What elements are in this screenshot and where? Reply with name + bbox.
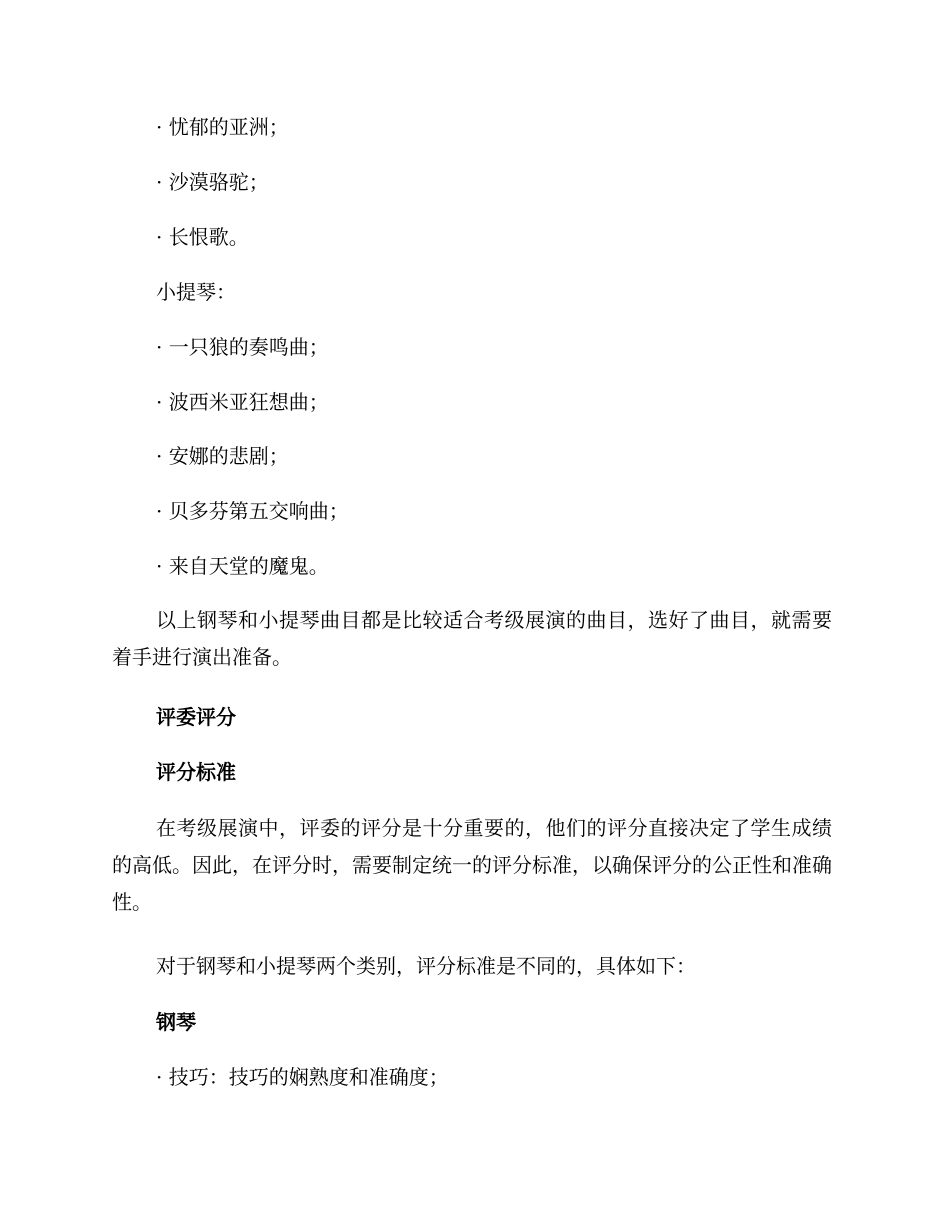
list-item: · 沙漠骆驼； [156,170,269,194]
importance-paragraph: 在考级展演中，评委的评分是十分重要的，他们的评分直接决定了学生成绩的高低。因此，在评分时，需要制定统一的评分标准，以确保评分的公正性和准确性。 [112,816,832,914]
list-item: · 波西米亚狂想曲； [156,390,329,414]
categories-paragraph: 对于钢琴和小提琴两个类别，评分标准是不同的，具体如下： [156,954,696,978]
summary-paragraph: 以上钢琴和小提琴曲目都是比较适合考级展演的曲目，选好了曲目，就需要着手进行演出准备。 [112,608,832,669]
list-item: · 贝多芬第五交响曲； [156,499,349,523]
list-item: · 一只狼的奏鸣曲； [156,335,329,359]
violin-label: 小提琴： [156,280,236,304]
list-item: · 长恨歌。 [156,225,249,249]
heading-judging: 评委评分 [156,705,236,729]
list-item: · 来自天堂的魔鬼。 [156,554,329,578]
list-item: · 安娜的悲剧； [156,444,289,468]
heading-criteria: 评分标准 [156,760,236,784]
heading-piano: 钢琴 [156,1010,196,1034]
list-item: · 技巧：技巧的娴熟度和准确度； [156,1065,449,1089]
list-item: · 忧郁的亚洲； [156,115,289,139]
